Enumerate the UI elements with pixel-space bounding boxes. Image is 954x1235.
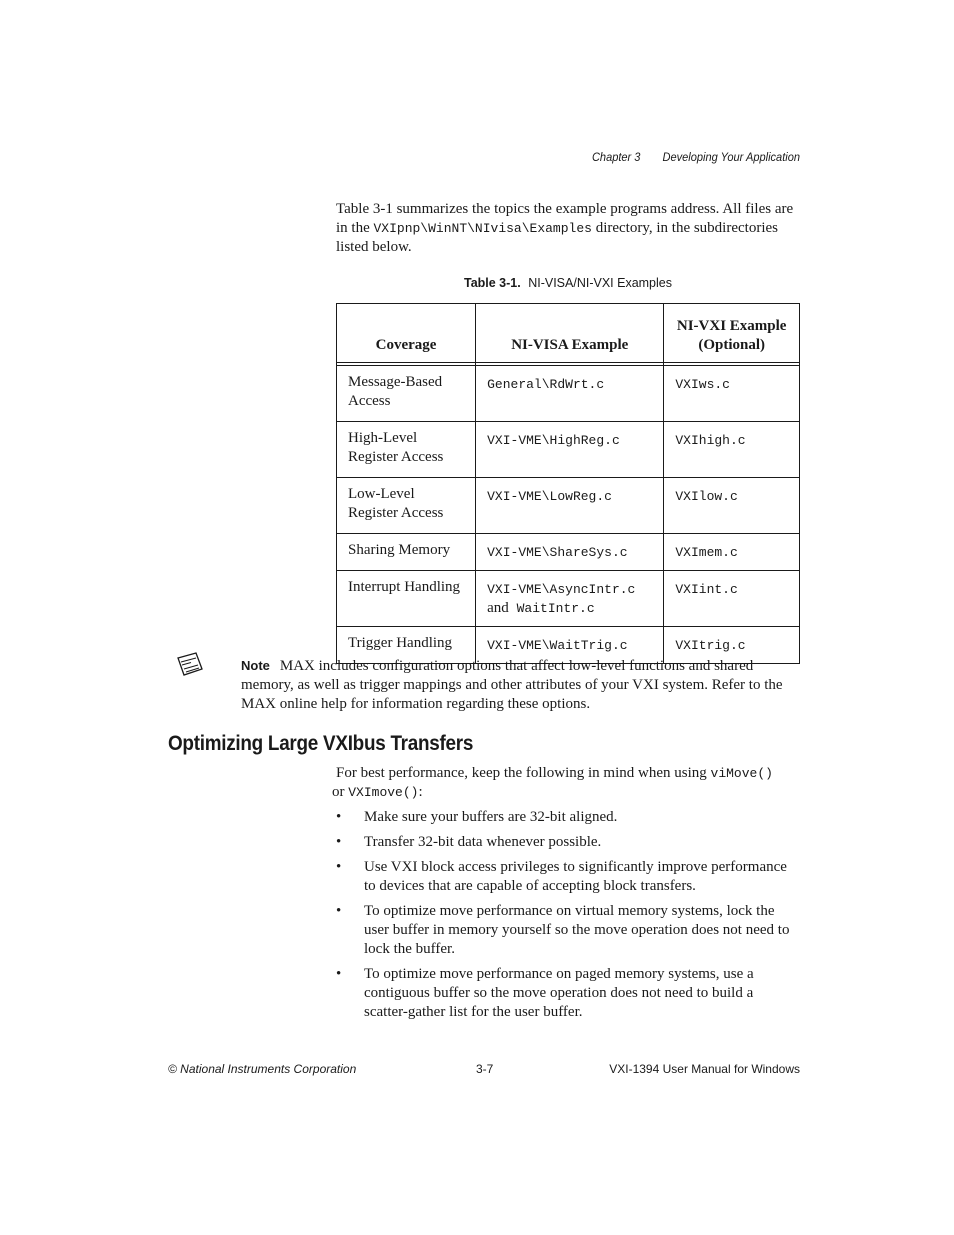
cell-vxi-example: VXIws.c (664, 366, 800, 422)
cell-vxi-example: VXImem.c (664, 534, 800, 571)
table-caption (336, 276, 800, 290)
note-label: Note (241, 658, 270, 673)
column-header-coverage: Coverage (337, 304, 476, 363)
bullet-text: To optimize move performance on virtual memory systems, lock the user buffer in memory yourself so the move operation does not need to lock the buffer. (364, 903, 790, 957)
section-intro-or: or (332, 784, 349, 800)
visa-file-extra: WaitIntr.c (516, 601, 595, 616)
function-vximove: VXImove() (348, 785, 419, 800)
table-row (337, 422, 800, 478)
visa-file: VXI-VME\WaitTrig.c (487, 638, 628, 653)
cell-visa-example (476, 571, 664, 627)
table-caption-title: NI-VISA/NI-VXI Examples (528, 276, 672, 290)
header-chapter: Chapter 3 (591, 150, 641, 164)
visa-and: and (487, 600, 509, 616)
header-section: Developing Your Application (662, 150, 800, 164)
cell-coverage: Message-Based Access (337, 366, 476, 422)
section-intro-colon: : (418, 784, 423, 800)
visa-file: VXI-VME\AsyncIntr.c (487, 582, 636, 597)
table-row (337, 534, 800, 571)
bullet-text: Make sure your buffers are 32-bit aligned. (364, 809, 618, 825)
list-item: • To optimize move performance on paged memory systems, use a contiguous buffer so the move operation does not need to build a scatter-gather list for the user buffer. (336, 966, 754, 1020)
column-header-vxi: NI-VXI Example (Optional) (664, 304, 800, 363)
intro-text-2: directory, in the subdirectories listed below. (336, 220, 778, 255)
examples-path: VXIpnp\WinNT\NIvisa\Examples (373, 221, 592, 236)
bullet-text: To optimize move performance on paged memory systems, use a contiguous buffer so the move operation does not need to build a scatter-gather list for the user buffer. (364, 966, 754, 1020)
note-body: MAX includes configuration options that affect low-level functions and shared memory, as well as trigger mappings and other attributes of your VXI system. Refer to the MAX online help for information regarding these options. (241, 658, 783, 712)
running-header (579, 150, 800, 164)
cell-visa-example (476, 366, 664, 422)
bullet-text: Transfer 32-bit data whenever possible. (364, 834, 602, 850)
footer-manual-title: VXI-1394 User Manual for Windows (609, 1062, 800, 1076)
intro-paragraph (336, 200, 800, 257)
cell-visa-example (476, 422, 664, 478)
bullet-list (336, 808, 800, 1028)
examples-table (336, 303, 800, 664)
table-row (337, 366, 800, 422)
section-heading: Optimizing Large VXIbus Transfers (168, 732, 474, 755)
list-item: • To optimize move performance on virtual memory systems, lock the user buffer in memory yourself so the move operation does not need to lock the buffer. (336, 903, 790, 957)
cell-visa-example (476, 534, 664, 571)
cell-coverage: Low-Level Register Access (337, 478, 476, 534)
note-icon (176, 652, 204, 678)
section-intro-text: For best performance, keep the following in mind when using (336, 765, 711, 781)
cell-vxi-example: VXIint.c (664, 571, 800, 627)
cell-vxi-example: VXIlow.c (664, 478, 800, 534)
list-item: • Make sure your buffers are 32-bit aligned. (336, 809, 618, 825)
visa-file: VXI-VME\HighReg.c (487, 433, 620, 448)
cell-vxi-example: VXItrig.c (664, 627, 800, 664)
cell-visa-example (476, 478, 664, 534)
visa-file: VXI-VME\ShareSys.c (487, 545, 628, 560)
table-row (337, 478, 800, 534)
footer-page-number: 3-7 (476, 1062, 494, 1076)
cell-coverage: Trigger Handling (337, 627, 476, 664)
table-row (337, 571, 800, 627)
function-vimove: viMove() (710, 766, 773, 781)
list-item: • Transfer 32-bit data whenever possible. (336, 834, 602, 850)
footer-copyright: © National Instruments Corporation (168, 1062, 357, 1076)
bullet-text: Use VXI block access privileges to significantly improve performance to devices that are capable of accepting block transfers. (364, 859, 787, 894)
column-header-visa: NI-VISA Example (476, 304, 664, 363)
list-item: • Use VXI block access privileges to significantly improve performance to devices that are capable of accepting block transfers. (336, 859, 787, 894)
cell-coverage: Sharing Memory (337, 534, 476, 571)
table-caption-label: Table 3-1. (463, 276, 521, 290)
visa-file: General\RdWrt.c (487, 377, 605, 392)
cell-coverage: Interrupt Handling (337, 571, 476, 627)
note-paragraph (241, 656, 801, 714)
intro-text-1: Table 3-1 summarizes the topics the example programs address. All files are in the (336, 201, 794, 236)
visa-file: VXI-VME\LowReg.c (487, 489, 612, 504)
cell-vxi-example: VXIhigh.c (664, 422, 800, 478)
section-intro (332, 764, 800, 802)
cell-coverage: High-Level Register Access (337, 422, 476, 478)
